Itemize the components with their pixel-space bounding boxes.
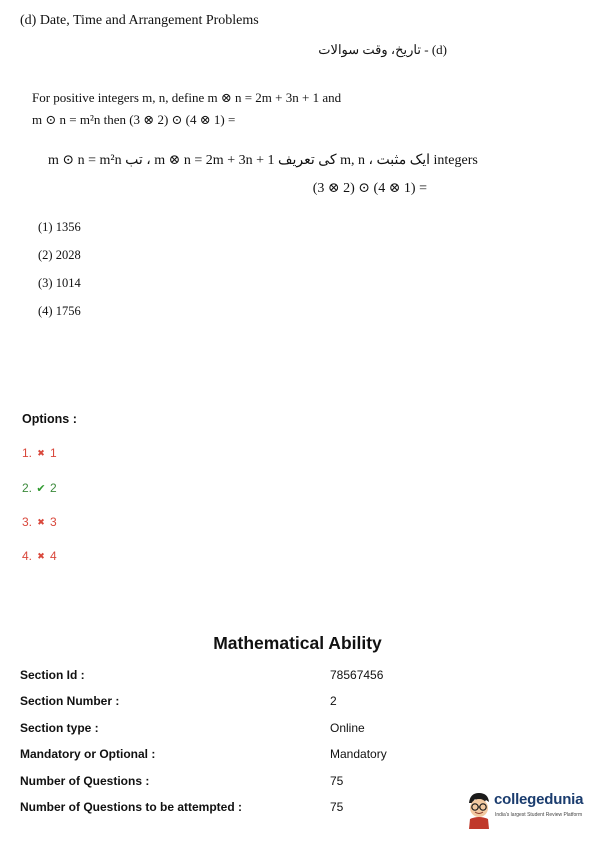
answer-choice-4: (4) 1756: [38, 304, 81, 318]
info-value: 2: [330, 694, 337, 708]
section-title: Mathematical Ability: [213, 633, 382, 653]
logo-name: collegedunia: [494, 791, 584, 808]
check-icon: ✔: [36, 482, 46, 495]
info-label: Number of Questions :: [20, 774, 150, 788]
cross-icon: ✖: [37, 550, 45, 561]
option-value: 1: [50, 446, 57, 460]
option-value: 2: [50, 481, 57, 495]
info-value: 78567456: [330, 668, 384, 682]
answer-choice-3: (3) 1014: [38, 276, 81, 290]
option-number: 3.: [22, 515, 33, 529]
option-value: 4: [50, 549, 57, 563]
option-2: [22, 481, 57, 495]
info-value: Online: [330, 721, 365, 735]
section-heading: (d) Date, Time and Arrangement Problems: [20, 13, 259, 28]
options-title: Options :: [22, 412, 77, 426]
question-line-2: m ⊙ n = m²n then (3 ⊗ 2) ⊙ (4 ⊗ 1) =: [32, 112, 236, 127]
section-heading-urdu: (d) - تاریخ، وقت سوالات: [318, 42, 447, 57]
info-label: Section type :: [20, 721, 99, 735]
option-number: 1.: [22, 446, 33, 460]
info-label: Mandatory or Optional :: [20, 747, 156, 761]
info-label: Number of Questions to be attempted :: [20, 800, 243, 814]
question-urdu-line-1: m ⊙ n = m²n تب ، m ⊗ n = 2m + 3n + 1 کی تعریف m, n ، ایک مثبت integers: [48, 153, 478, 168]
answer-choice-1: (1) 1356: [38, 220, 81, 234]
question-line-1: For positive integers m, n, define m ⊗ n = 2m + 3n + 1 and: [32, 90, 342, 105]
info-value: Mandatory: [330, 747, 387, 761]
option-4: [22, 549, 57, 563]
info-label: Section Number :: [20, 694, 120, 708]
cross-icon: ✖: [37, 447, 45, 458]
cross-icon: ✖: [37, 516, 45, 527]
question-urdu-line-2: (3 ⊗ 2) ⊙ (4 ⊗ 1) =: [312, 181, 427, 196]
option-number: 2.: [22, 481, 33, 495]
answer-choice-2: (2) 2028: [38, 248, 81, 262]
mascot-icon: [464, 789, 494, 829]
info-value: 75: [330, 800, 344, 814]
option-1: [22, 446, 57, 460]
logo-tagline: India's largest Student Review Platform: [495, 812, 583, 818]
info-value: 75: [330, 774, 344, 788]
collegedunia-logo: [464, 788, 589, 830]
option-number: 4.: [22, 549, 33, 563]
info-label: Section Id :: [20, 668, 85, 682]
option-value: 3: [50, 515, 57, 529]
option-3: [22, 515, 57, 529]
